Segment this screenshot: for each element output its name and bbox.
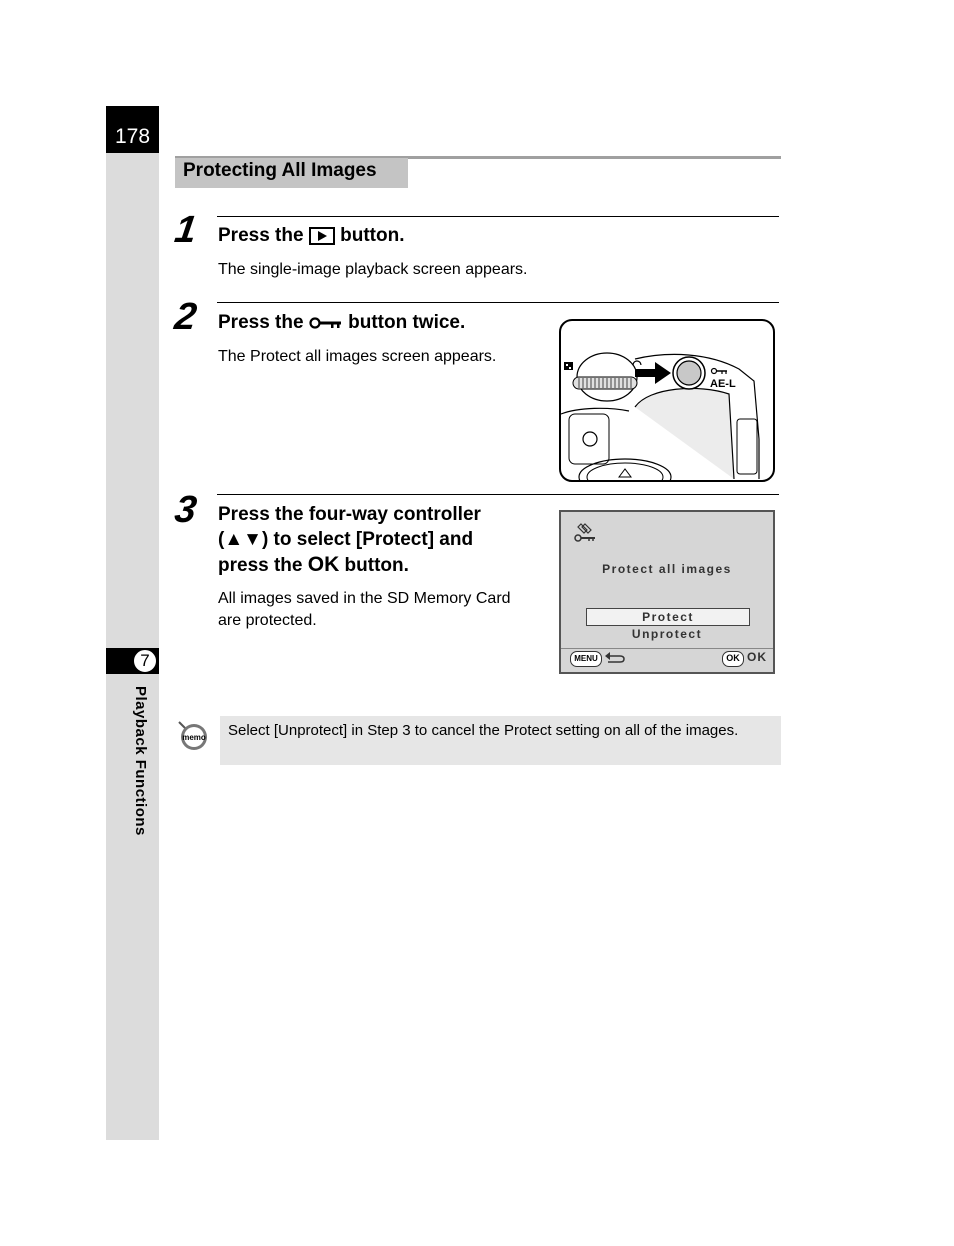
return-arrow-icon: [604, 651, 626, 665]
step-3-text: All images saved in the SD Memory Card are protected.: [218, 590, 511, 629]
side-tab-bar: [106, 106, 159, 1140]
page-number: 178: [106, 106, 159, 153]
section-title: Protecting All Images: [175, 158, 408, 188]
chapter-label: Playback Functions: [132, 686, 149, 836]
lcd-option-protect[interactable]: Protect: [586, 608, 750, 626]
memo-icon: [176, 721, 210, 751]
step-3-heading: Press the four-way controller (▲▼) to select [Protect] and press the OK button.: [218, 504, 481, 576]
ok-symbol: OK: [307, 553, 340, 576]
lcd-option-unprotect[interactable]: Unprotect: [631, 627, 703, 641]
svg-text:memo: memo: [182, 733, 206, 742]
step-1-heading: Press the button.: [218, 225, 405, 246]
lcd-ok-label: OK: [747, 650, 767, 664]
step-2-heading: Press the button twice.: [218, 312, 466, 333]
playback-icon: [309, 227, 335, 245]
lcd-screen: [559, 510, 775, 674]
memo-note: Select [Unprotect] in Step 3 to cancel the Protect setting on all of the images.: [220, 716, 781, 765]
step-1-rule: [217, 216, 779, 217]
camera-illustration: [559, 319, 775, 482]
step-2-number: 2: [172, 296, 198, 338]
step-1-number: 1: [172, 209, 198, 251]
step-2-text: The Protect all images screen appears.: [218, 348, 497, 365]
lcd-divider: [561, 648, 773, 649]
chapter-number: 7: [133, 649, 157, 673]
ae-l-label: AE-L: [710, 378, 736, 390]
step-2-rule: [217, 302, 779, 303]
step-3-rule: [217, 494, 779, 495]
protect-key-icon: [309, 316, 343, 330]
step-1-text: The single-image playback screen appears.: [218, 261, 528, 278]
lcd-menu-badge: MENU: [570, 651, 602, 667]
step-3-number: 3: [172, 489, 198, 531]
protect-all-icon: [573, 522, 599, 544]
lcd-title: Protect all images: [602, 562, 732, 576]
lcd-ok-badge: OK: [722, 651, 744, 667]
